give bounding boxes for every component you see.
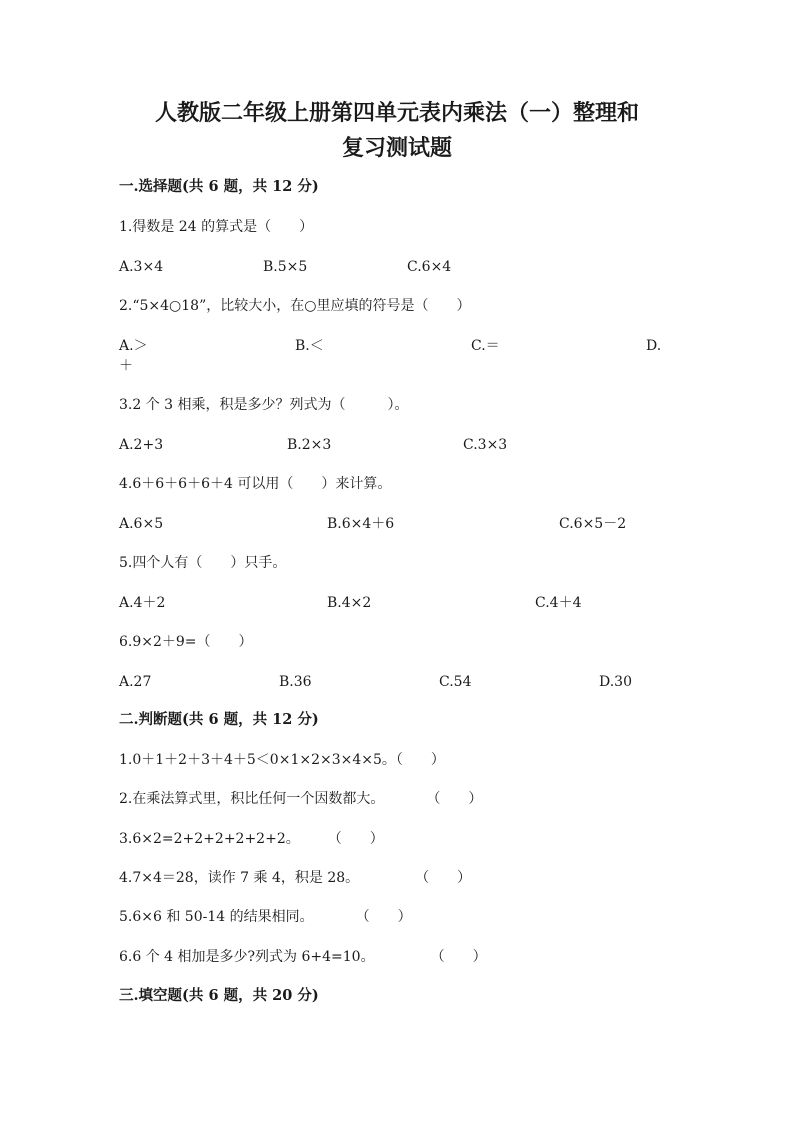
question-2-option-d: D. bbox=[646, 338, 662, 354]
section-heading-choice: 一.选择题(共 6 题，共 12 分) bbox=[119, 178, 319, 195]
question-6-option-a: A.27 bbox=[119, 674, 152, 690]
question-3-option-c: C.3×3 bbox=[463, 437, 508, 453]
question-2-option-b: B.＜ bbox=[295, 338, 324, 354]
question-6-option-c: C.54 bbox=[439, 674, 472, 690]
question-4-option-a: A.6×5 bbox=[119, 516, 164, 532]
question-1-stem: 1.得数是 24 的算式是（ ） bbox=[119, 219, 314, 235]
question-2-option-d-symbol: ＋ bbox=[119, 358, 133, 374]
judgement-item-2: 2.在乘法算式里，积比任何一个因数都大。 （ ） bbox=[119, 791, 483, 807]
judgement-item-6: 6.6 个 4 相加是多少?列式为 6+4=10。 （ ） bbox=[119, 949, 487, 965]
judgement-item-4: 4.7×4＝28，读作 7 乘 4，积是 28。 （ ） bbox=[119, 870, 472, 886]
section-heading-fill: 三.填空题(共 6 题，共 20 分) bbox=[119, 987, 319, 1004]
question-5-option-c: C.4＋4 bbox=[535, 595, 582, 611]
question-4-option-c: C.6×5－2 bbox=[559, 516, 627, 532]
page-title-line2: 复习测试题 bbox=[341, 135, 452, 161]
section-heading-judgement: 二.判断题(共 6 题，共 12 分) bbox=[119, 711, 319, 728]
question-4-option-b: B.6×4＋6 bbox=[327, 516, 395, 532]
page-title-line1: 人教版二年级上册第四单元表内乘法（一）整理和 bbox=[154, 100, 639, 126]
question-5-option-a: A.4＋2 bbox=[119, 595, 166, 611]
question-2-option-c: C.＝ bbox=[471, 338, 500, 354]
question-3-option-b: B.2×3 bbox=[287, 437, 332, 453]
question-1-option-a: A.3×4 bbox=[119, 259, 164, 275]
question-2-option-a: A.＞ bbox=[119, 338, 148, 354]
question-2-stem: 2.“5×4○18”，比较大小，在○里应填的符号是（ ） bbox=[119, 298, 471, 314]
judgement-item-5: 5.6×6 和 50-14 的结果相同。 （ ） bbox=[119, 909, 412, 925]
question-3-option-a: A.2+3 bbox=[119, 437, 164, 453]
judgement-item-3: 3.6×2=2+2+2+2+2+2。 （ ） bbox=[119, 831, 384, 847]
question-6-option-d: D.30 bbox=[599, 674, 632, 690]
question-1-option-b: B.5×5 bbox=[263, 259, 308, 275]
question-6-option-b: B.36 bbox=[279, 674, 312, 690]
judgement-item-1: 1.0＋1＋2＋3＋4＋5＜0×1×2×3×4×5。（ ） bbox=[119, 752, 445, 768]
question-5-stem: 5.四个人有（ ）只手。 bbox=[119, 555, 287, 571]
question-6-stem: 6.9×2＋9=（ ） bbox=[119, 634, 253, 650]
question-5-option-b: B.4×2 bbox=[327, 595, 372, 611]
question-3-stem: 3.2 个 3 相乘，积是多少？列式为（ ）。 bbox=[119, 397, 409, 413]
question-4-stem: 4.6＋6＋6＋6＋4 可以用（ ）来计算。 bbox=[119, 476, 392, 492]
question-1-option-c: C.6×4 bbox=[407, 259, 452, 275]
